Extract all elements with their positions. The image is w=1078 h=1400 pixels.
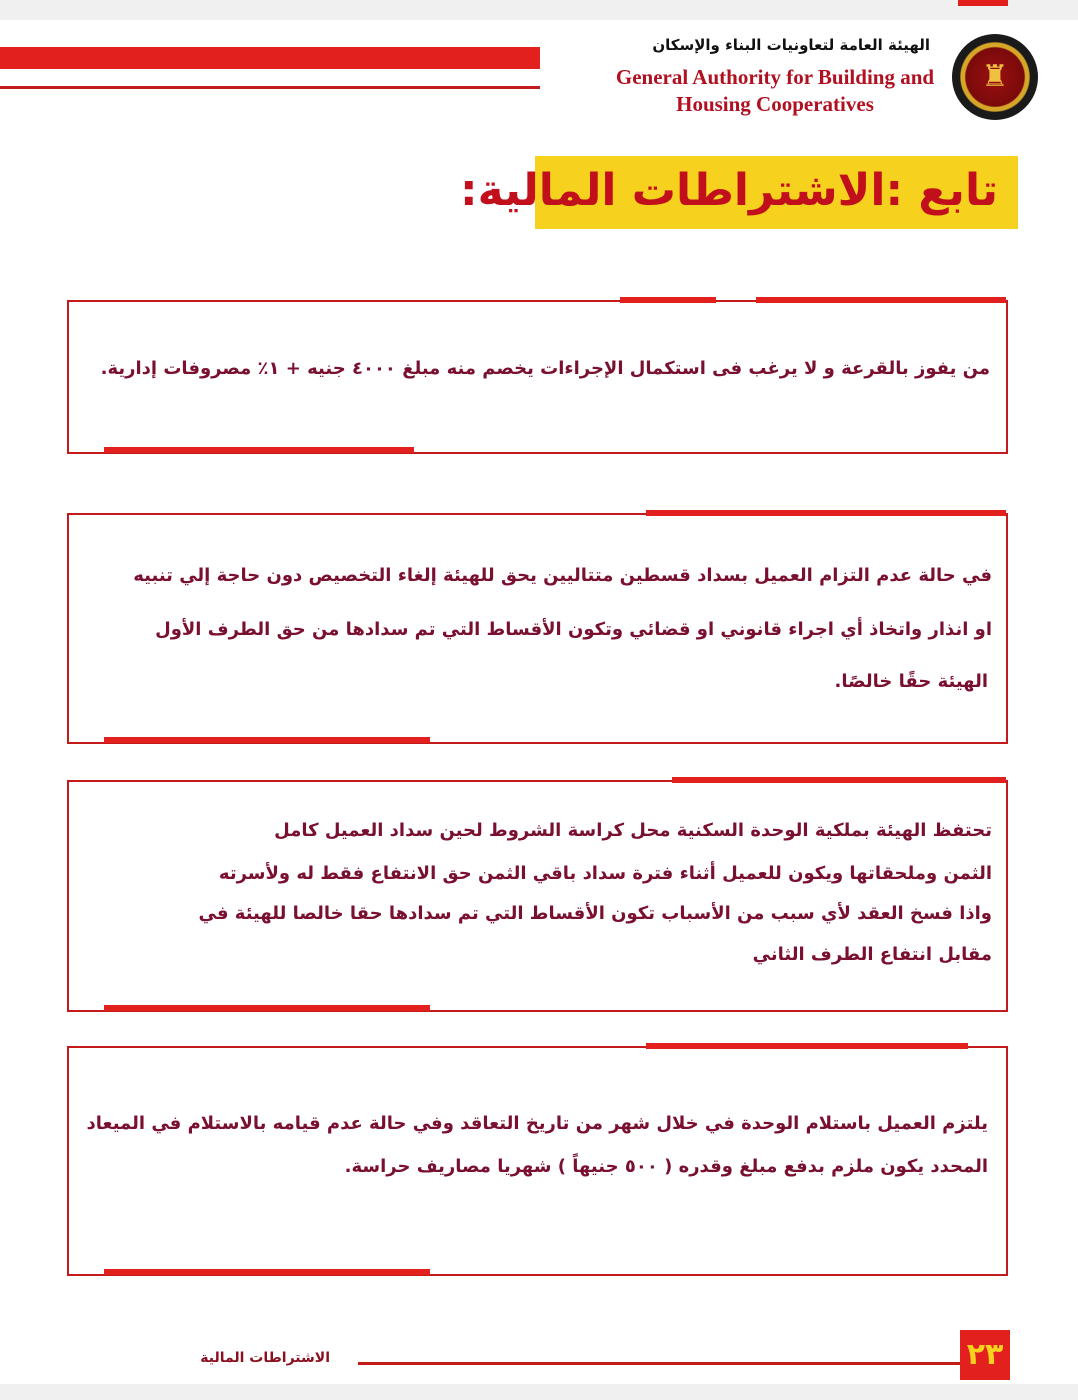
box-2-bottom-accent [104, 737, 430, 743]
box-3-bottom-accent [104, 1005, 430, 1011]
org-name-english [560, 64, 990, 118]
condition-1-line-1: من يفوز بالقرعة و لا يرغب فى استكمال الإجراءات يخصم منه مبلغ ٤٠٠٠ جنيه + ١٪ مصروفات إدارية. [100, 358, 990, 379]
top-tab [958, 0, 1008, 6]
box-3-top-accent [672, 777, 1006, 783]
section-title: تابع :الاشتراطات المالية: [460, 165, 998, 216]
box-2-top-accent [646, 510, 1006, 516]
condition-4-line-1: يلتزم العميل باستلام الوحدة في خلال شهر من تاريخ التعاقد وفي حالة عدم قيامه بالاستلام في الميعاد [86, 1113, 988, 1134]
footer-line [358, 1362, 960, 1365]
authority-logo-icon [952, 34, 1038, 120]
page-number: ٢٣ [960, 1330, 1010, 1380]
section-title-box [460, 156, 1018, 229]
condition-3-line-3: واذا فسخ العقد لأي سبب من الأسباب تكون الأقساط التي تم سدادها حقا خالصا للهيئة في [198, 903, 992, 924]
top-strip [0, 0, 1078, 20]
condition-2-line-3: الهيئة حقًا خالصًا. [834, 671, 988, 692]
footer-section-label: الاشتراطات المالية [200, 1350, 330, 1366]
condition-4-line-2: المحدد يكون ملزم بدفع مبلغ وقدره ( ٥٠٠ جنيهاً ) شهريا مصاريف حراسة. [344, 1156, 988, 1177]
logo-emblem-icon: ♜ [981, 59, 1009, 94]
condition-3-line-4: مقابل انتفاع الطرف الثاني [752, 944, 992, 965]
condition-2-line-1: في حالة عدم التزام العميل بسداد قسطين متتاليين يحق للهيئة إلغاء التخصيص دون حاجة إلي تنبيه [133, 565, 992, 586]
condition-2-line-2: او انذار واتخاذ أي اجراء قانوني او قضائي وتكون الأقساط التي تم سدادها من حق الطرف الأول [155, 619, 992, 640]
org-name-arabic: الهيئة العامة لتعاونيات البناء والإسكان [652, 36, 930, 54]
box-4-top-accent [646, 1043, 968, 1049]
condition-box-3 [67, 780, 1008, 1012]
box-1-top-accent-left [620, 297, 716, 303]
condition-3-line-2: الثمن وملحقاتها ويكون للعميل أثناء فترة سداد باقي الثمن حق الانتفاع فقط له ولأسرته [218, 863, 992, 884]
org-name-english-line1: General Authority for Building and [615, 65, 935, 89]
bottom-strip [0, 1384, 1078, 1400]
header-red-bar [0, 47, 540, 69]
box-1-top-accent-right [756, 297, 1006, 303]
org-name-english-line2: Housing Cooperatives [676, 92, 874, 116]
box-1-bottom-accent [104, 447, 414, 453]
header-red-line [0, 86, 540, 89]
box-4-bottom-accent [104, 1269, 430, 1275]
condition-3-line-1: تحتفظ الهيئة بملكية الوحدة السكنية محل كراسة الشروط لحين سداد العميل كامل [274, 820, 992, 841]
